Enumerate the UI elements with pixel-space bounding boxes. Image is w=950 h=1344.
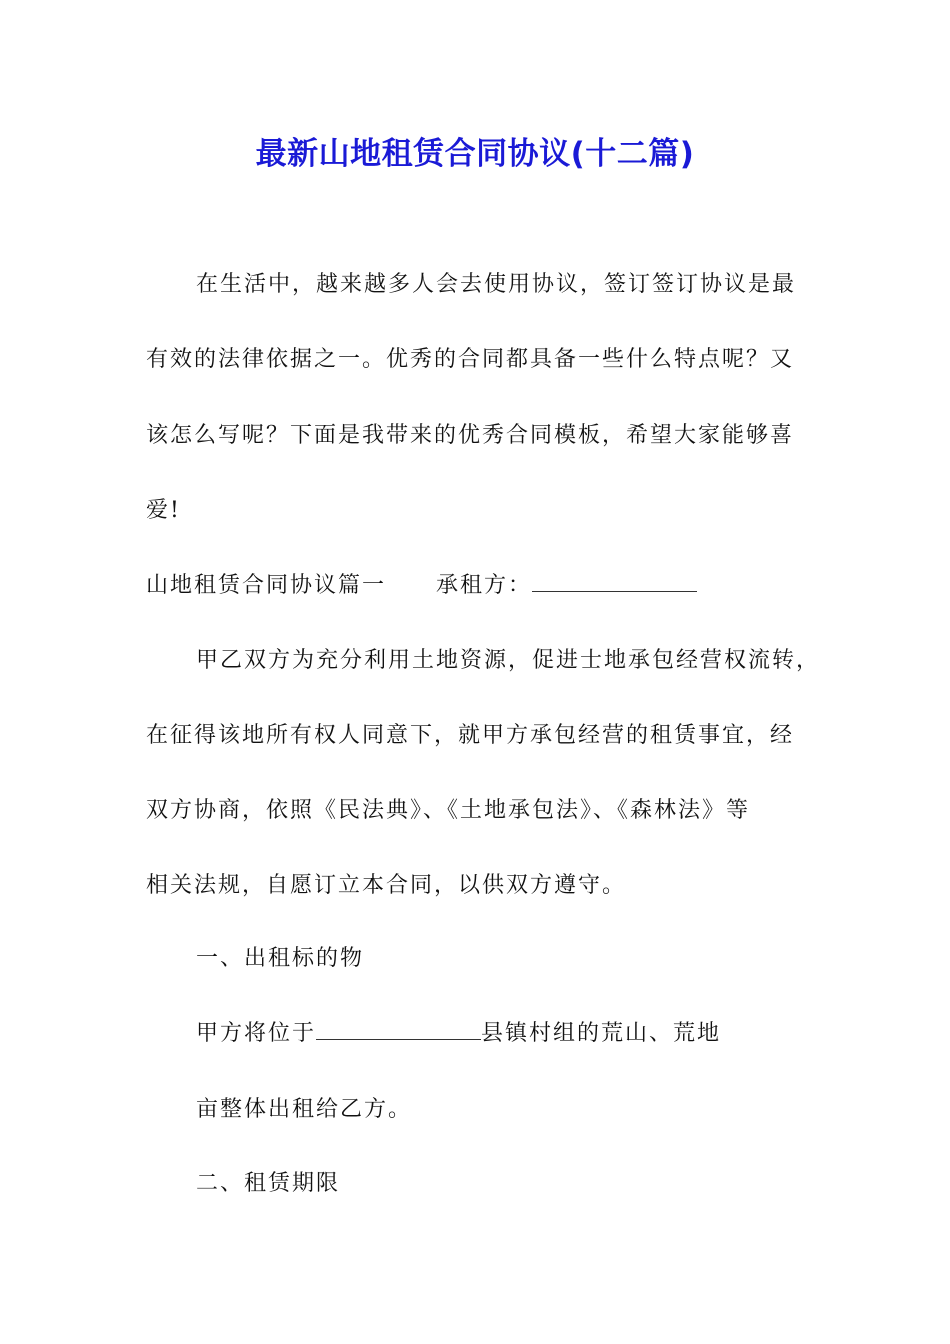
intro-line-2: 有效的法律依据之一。优秀的合同都具备一些什么特点呢？又 <box>146 347 795 372</box>
clause-1-text-before: 甲方将位于 <box>196 1021 317 1046</box>
intro-line-4: 爱! <box>146 498 181 523</box>
document-title: 最新山地租赁合同协议(十二篇) <box>255 136 695 172</box>
preamble-line-1: 甲乙双方为充分利用土地资源，促进士地承包经营权流转， <box>196 648 821 673</box>
preamble-line-2: 在征得该地所有权人同意下，就甲方承包经营的租赁事宜，经 <box>146 723 795 748</box>
tenant-label: 承租方： <box>436 573 533 598</box>
preamble-line-4: 相关法规，自愿订立本合同，以供双方遵守。 <box>146 873 627 898</box>
clause-1-text-after: 县镇村组的荒山、荒地 <box>481 1021 722 1046</box>
section-heading: 山地租赁合同协议篇一 <box>146 573 387 598</box>
clause-1-line-2: 亩整体出租给乙方。 <box>196 1097 413 1122</box>
clause-1-heading: 一、出租标的物 <box>196 946 365 971</box>
tenant-blank <box>532 571 697 592</box>
intro-line-3: 该怎么写呢？下面是我带来的优秀合同模板，希望大家能够喜 <box>146 423 795 448</box>
location-blank <box>316 1019 481 1040</box>
clause-2-heading: 二、租赁期限 <box>196 1171 341 1196</box>
preamble-line-3: 双方协商，依照《民法典》、《土地承包法》、《森林法》等 <box>146 798 751 823</box>
intro-line-1: 在生活中，越来越多人会去使用协议，签订签订协议是最 <box>196 272 797 297</box>
section-heading-row <box>146 571 697 601</box>
clause-1-row <box>196 1019 721 1049</box>
